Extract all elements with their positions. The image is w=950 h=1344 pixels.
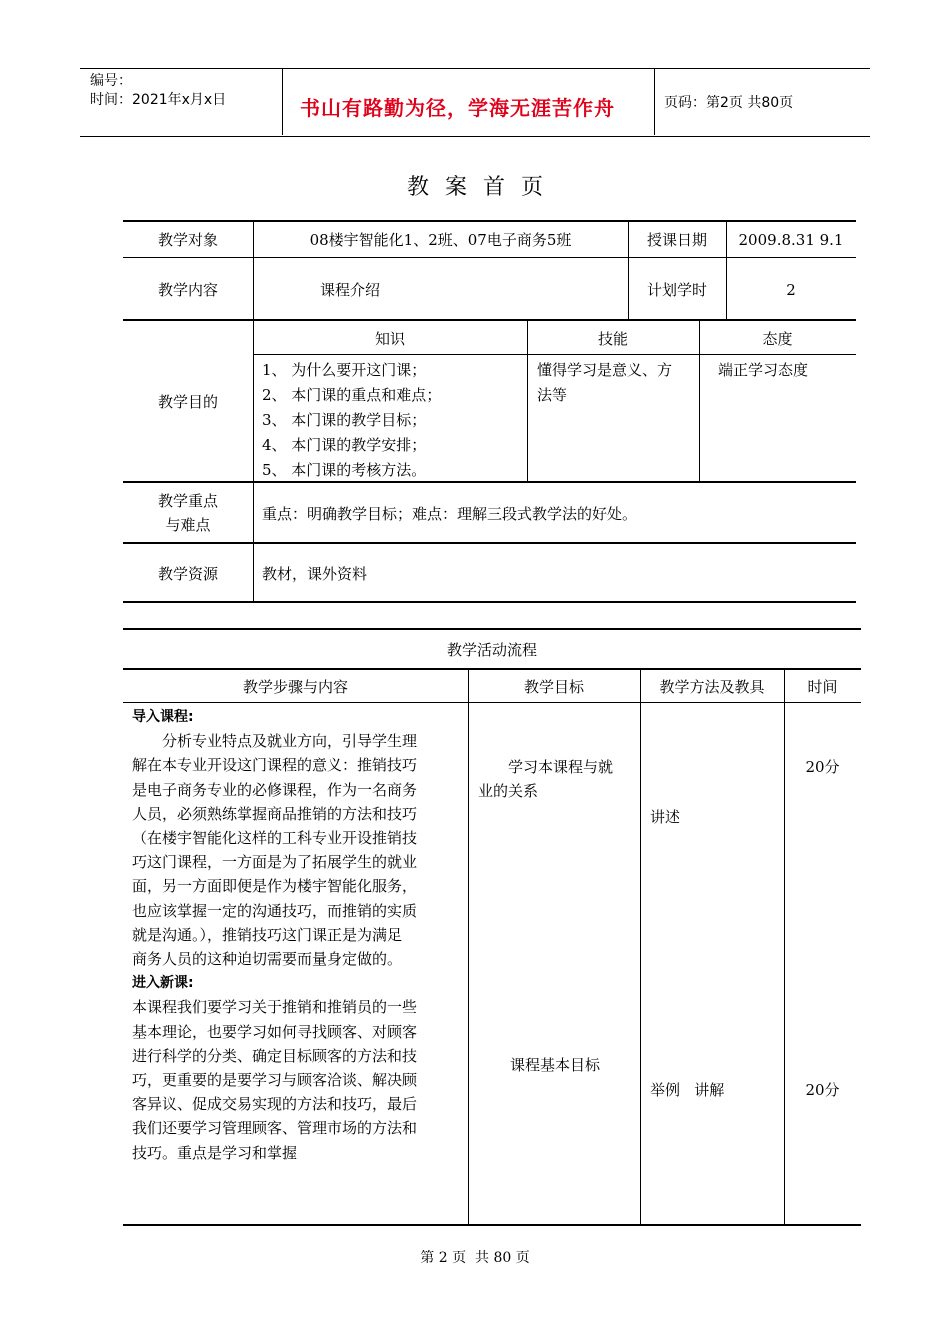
knowledge-list (262, 358, 441, 483)
list-item: 1、 为什么要开这门课； (262, 361, 427, 379)
list-item: 2、 本门课的重点和难点； (262, 386, 442, 404)
flow-header-steps: 教学步骤与内容 (242, 678, 348, 696)
skill-header: 技能 (597, 330, 628, 348)
knowledge-header: 知识 (374, 330, 405, 348)
paragraph-line: 巧，更重要的是要学习与顾客洽谈、解决顾 (132, 1071, 418, 1090)
page-footer: 第 2 页 共 80 页 (420, 1250, 530, 1266)
table-border (123, 257, 856, 258)
time-new: 20分 (805, 1081, 840, 1099)
paragraph-line: 进行科学的分类、确定目标顾客的方法和技 (132, 1046, 418, 1065)
table-border (123, 220, 856, 222)
paragraph-line: 是电子商务专业的必修课程，作为一名商务 (132, 780, 418, 799)
steps-content (132, 705, 464, 1165)
method-intro: 讲述 (650, 808, 681, 826)
key-label-line: 与难点 (165, 516, 211, 534)
objective-label: 教学目的 (157, 393, 218, 411)
paragraph-line: （在楼宇智能化这样的工科专业开设推销技 (132, 829, 418, 848)
table-border (123, 542, 856, 544)
paragraph-line: 基本理论，也要学习如何寻找顾客、对顾客 (132, 1022, 418, 1041)
key-label-line: 教学重点 (157, 492, 218, 510)
skill-line: 法等 (537, 386, 568, 404)
skill-value (537, 358, 672, 408)
table-border (123, 319, 856, 321)
table-border (123, 702, 861, 703)
skill-line: 懂得学习是意义、方 (537, 361, 673, 379)
hours-value: 2 (786, 281, 796, 299)
content-label: 教学内容 (157, 281, 218, 299)
paragraph-line: 人员，必须熟练掌握商品推销的方法和技巧 (132, 804, 418, 823)
table-border (468, 670, 469, 1225)
table-border (123, 601, 856, 603)
paragraph-line: 解在本专业开设这门课程的意义：推销技巧 (132, 756, 418, 775)
page-title: 教案首页 (406, 175, 559, 200)
list-item: 5、 本门课的考核方法。 (262, 461, 427, 479)
target-label: 教学对象 (157, 231, 218, 249)
paragraph-line: 本课程我们要学习关于推销和推销员的一些 (132, 998, 418, 1017)
method-new: 举例 讲解 (650, 1081, 725, 1099)
table-border (123, 668, 861, 670)
resource-label: 教学资源 (157, 565, 218, 583)
flow-header-goal: 教学目标 (523, 678, 584, 696)
hours-label: 计划学时 (646, 281, 707, 299)
motto-text: 书山有路勤为径，学海无涯苦作舟 (300, 96, 615, 120)
code-label: 编号： (90, 73, 132, 89)
time-label: 时间：2021年x月x日 (90, 92, 227, 108)
paragraph-line: 技巧。重点是学习和掌握 (132, 1143, 298, 1162)
paragraph-line: 商务人员的这种迫切需要而量身定做的。 (132, 950, 403, 969)
date-value: 2009.8.31 9.1 (738, 231, 844, 249)
header-divider (282, 69, 283, 135)
target-value: 08楼宇智能化1、2班、07电子商务5班 (309, 231, 572, 249)
table-border (123, 1224, 861, 1226)
table-border (784, 670, 785, 1225)
attitude-header: 态度 (762, 330, 793, 348)
key-value: 重点：明确教学目标；难点：理解三段式教学法的好处。 (262, 505, 638, 523)
paragraph-line: 客异议、促成交易实现的方法和技巧，最后 (132, 1095, 418, 1114)
paragraph-line: 分析专业特点及就业方向，引导学生理 (162, 732, 418, 751)
list-item: 4、 本门课的教学安排； (262, 436, 427, 454)
goal-line: 业的关系 (478, 782, 539, 800)
content-value: 课程介绍 (320, 281, 381, 299)
attitude-value: 端正学习态度 (718, 361, 809, 379)
table-border (123, 481, 856, 483)
date-label: 授课日期 (646, 231, 707, 249)
header-divider (654, 69, 655, 135)
goal-line: 学习本课程与就 (508, 758, 614, 776)
goal-new: 课程基本目标 (510, 1056, 601, 1074)
table-border (640, 670, 641, 1225)
flow-title: 教学活动流程 (446, 641, 537, 659)
paragraph-line: 我们还要学习管理顾客、管理市场的方法和 (132, 1119, 418, 1138)
goal-intro (478, 755, 638, 803)
flow-header-time: 时间 (807, 678, 838, 696)
section-heading: 导入课程: (132, 709, 194, 725)
table-border (253, 354, 856, 355)
paragraph-line: 巧这门课程，一方面是为了拓展学生的就业 (132, 853, 418, 872)
paragraph-line: 就是沟通。），推销技巧这门课正是为满足 (132, 925, 403, 944)
section-heading: 进入新课: (132, 975, 194, 992)
key-label (123, 489, 253, 537)
paragraph-line: 也应该掌握一定的沟通技巧，而推销的实质 (132, 901, 418, 920)
flow-header-method: 教学方法及教具 (659, 678, 765, 696)
resource-value: 教材，课外资料 (262, 565, 368, 583)
time-intro: 20分 (805, 758, 840, 776)
table-border (253, 221, 254, 602)
page-info: 页码：第2页 共80页 (664, 95, 794, 111)
paragraph-line: 面，另一方面即便是作为楼宇智能化服务， (132, 877, 418, 896)
table-border (123, 628, 861, 630)
list-item: 3、 本门课的教学目标； (262, 411, 427, 429)
